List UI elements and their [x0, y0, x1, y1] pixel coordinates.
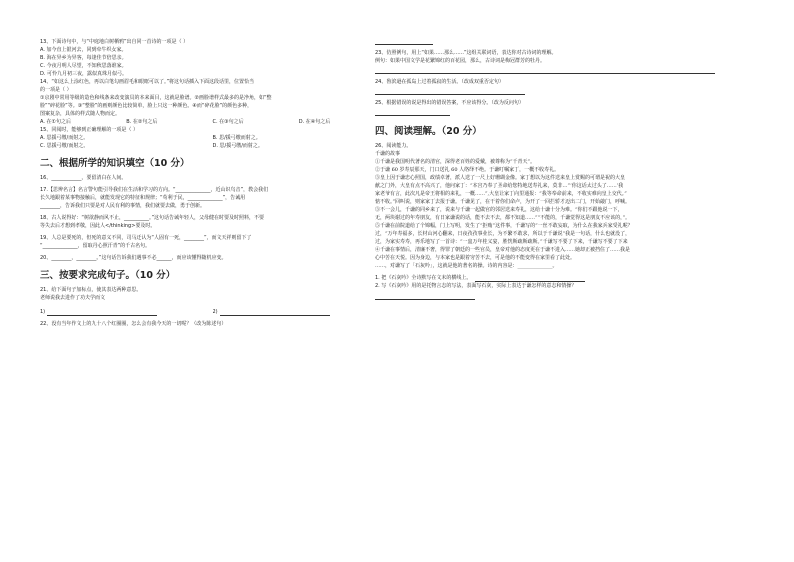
- reading-q1-answer-line[interactable]: [475, 275, 585, 282]
- q14-stem-line: 图案复杂，具体的样式随人物而定。: [40, 111, 121, 117]
- q24: 24、鲁滨逊在孤岛上过着孤寂的生活。（改成双重否定句）: [375, 79, 504, 85]
- q1-row: [375, 274, 765, 282]
- q14-stem-line: 脸”“碎花脸”等。③“整脸”的画则颜色比较简单，脸上只这一种颜色。④而“碎花脸”的颜色多种，: [40, 103, 253, 109]
- q18-line: 等失去后才想到孝敬，因此人</thinking>要及时。: [40, 223, 156, 229]
- passage-title: 千谦的故事: [375, 151, 401, 157]
- q23-line: 23、仿照例句，用上“如果……那么……”这组关联词语，表达你对古诗词的理解。: [375, 50, 557, 56]
- q21-mark-2: 2): [212, 309, 218, 315]
- q21-answer-line-2[interactable]: [220, 309, 330, 316]
- q26: 26、阅读能力。: [375, 143, 412, 149]
- q23-line: 例句：如果中国文学是花繁锦红的百花园，那么，古诗词是梅冠群芳的牡丹。: [375, 58, 546, 64]
- q25-answer-line[interactable]: [375, 109, 450, 116]
- reading-q1: 1. 把《石灰吟》全诗默写在文末的横线上。: [375, 275, 472, 281]
- q17-line: 长久地跟着某事物接触后，就能发现它的特征和规律；“苟利于民，______________”，告诫用: [40, 195, 246, 201]
- q16: 16、____________，要留清白在人间。: [40, 175, 127, 181]
- passage-line: 过，为家实寿寿，再乐地写了一首诗：“一盅万年桂义宴，胜恍斯疏斯疏斯。”千谦写不要了下来，千谦写不要了下来: [375, 239, 628, 245]
- q13-stem: 13、下面诗句中，与“中庭地白树栖鸦”出自同一首诗的一项是（ ）: [40, 39, 189, 45]
- q13-option-c: C. 今夜月明人尽望，不知秋思落谁家。: [40, 63, 127, 69]
- q21-sentence: 老师说我去进作了功夫学而文: [40, 295, 106, 301]
- q21-answer-line-1[interactable]: [47, 309, 157, 316]
- q24-answer-line[interactable]: [375, 88, 525, 95]
- q19-line: 19、人总是要死的，但死的意义不同，司马迁认为“人固有一死，________”，而文天祥则留下了: [40, 235, 252, 241]
- passage-line: 惦不收。”回叫说，则家家丁去报于谦。千谦见了，在干着你们命卢，为开了一回拦轿才迈出二门，开始敲门，呼喊。: [375, 199, 631, 205]
- q17-line: ________，告诉我们只要是对人民有利的事情，我们就要去做，勇于创新。: [40, 203, 206, 209]
- passage-line: 无，两块谢过的年寿朋友，有日家谦说的话，能不去不去，都不知道……”“不能的，千谦觉得这是朋友不应该的，”。: [375, 215, 631, 221]
- passage-line: ②于谦 60 岁寿辰那天，门口送礼 60 人络绎不绝。于谦叮嘱家丁，一概不收寿礼。: [375, 167, 560, 173]
- q14-option-a: A. 在①句之后: [40, 119, 71, 125]
- q18-line: 18、古人说得好：“树欲静而风不止，__________。”这句话告诫年轻人，父母健在时要及时照料，不要: [40, 215, 265, 221]
- q19-line: “______________，留取丹心照汗青”的千古名句。: [40, 243, 151, 249]
- reading-q2-answer-line[interactable]: [375, 293, 475, 300]
- passage-line: 家老爷有言，此次凡是帝王将相的来礼，一概……”,大皇让家丁向里通报：“我等奉命前来，不收实难向皇上交代。”: [375, 191, 627, 197]
- q15-option-c: C. 思援弓缴/而射之。: [40, 143, 89, 149]
- q15-options-row: [40, 134, 385, 142]
- passage-line: ③不一会儿，千谦的同乡来了，说来与千谦一起做官的邻居送来寿礼，这给十谦十分为难。“你们不跟他说一下，: [375, 207, 623, 213]
- q13-option-d: D. 可怜九月初三夜，露似真珠月似弓。: [40, 71, 128, 77]
- passage-line: ④千谦在事情后，清廉不奢，得罪了朝廷的一些官员，皇帝对他的态度更在于谦不进入……她却正被挡住了……我是: [375, 247, 631, 253]
- q14-options: [40, 118, 385, 126]
- q25: 25、根据错误的说是得出的错误答案，不应该得分。（改为反问句）: [375, 100, 524, 106]
- q20: 20、________，________。”这句话告诉我们遇事不必______，而应该懂得随机应变。: [40, 255, 227, 261]
- passage-line: 过，“万年寿福多，长材山河心翻来，日夜孜孜事业长，为不繁不敢求，所以于千谦说“我是一句话，什么也就没了，: [375, 231, 631, 237]
- q15-stem: 15、同阅时，能够到正确理解的一项是（ ）: [40, 127, 138, 133]
- section-3-heading: 三、按要求完成句子。（10 分）: [40, 270, 176, 281]
- q21: 21、给下面句子加标点，使其表达两种意思。: [40, 287, 142, 293]
- passage-line: ③皇上因于谦忠心照国，政绩卓著，派人送了一尺上好珊瑚金像。家丁想以为这件送来皇上赏赐的可谓是祝的大皇: [375, 175, 626, 181]
- passage-line: ①千谦是我国明代著名的清官，深得老百姓的爱戴，被尊称为“千青天”。: [375, 159, 536, 165]
- section-2-heading: 二、根据所学的知识填空（10 分）: [40, 158, 190, 169]
- q14-option-c: C. 在③句之后: [212, 119, 244, 125]
- q17-line: 17.【思辨名言】名言警句能引导我们在生活和学习的方向。“______________，近山识鸟音”，教会我们: [40, 187, 269, 193]
- q22-answer-line[interactable]: [375, 38, 433, 45]
- right-column: [375, 38, 765, 300]
- q21-mark-1: 1): [40, 309, 46, 315]
- passage-line: ……，对谦写了「石灰吟」，这就是他的著名的操。诗的内容是：______________。: [375, 263, 558, 269]
- q23-answer-line[interactable]: [375, 67, 715, 74]
- passage-line: 心中苦在天悦。因为身边，与本家也是跟着穷苦不去，可是他的不能变得在家里看了此处。: [375, 255, 576, 261]
- section-4-heading: 四、阅读理解。（20 分）: [375, 126, 482, 137]
- q15-option-d: D. 思/援弓缴/而射之。: [212, 143, 263, 149]
- q21-answer-lines: [40, 308, 385, 316]
- q15-options-row: [40, 142, 385, 150]
- left-column: [40, 38, 385, 328]
- q15-option-a: A. 思援弓缴/而射之。: [40, 135, 89, 141]
- passage-line: 献之门外，大皇有点不高兴了，他问家丁：“本宫乃奉了圣命给您特地送寿礼来，莫非…”‘你这话太过头了……’我: [375, 183, 624, 189]
- q13-option-a: A. 加今直上银河去，同到牵牛织女家。: [40, 47, 127, 53]
- q14-option-b: B. 在②句之后: [126, 119, 158, 125]
- passage-line: ⑤千谦在前院道给了个锦幅，门上写明，发生了“拒贿”这件事，千谦写的“一丝不敢妄取，为什么在我家兵家受礼呢？: [375, 223, 633, 229]
- q22: 22、没有当年作文上的九十八个红圈圈，怎么会有我今天的一切呢？（改为陈述句）: [40, 321, 227, 327]
- q14-option-d: D. 在④句之后: [298, 119, 331, 125]
- q14-stem-line: 的一项是（ ）: [40, 87, 72, 93]
- q14-stem-line: 14、“如这么上涂红色，再以白笔勾画眉毛和眼眶可以了。”将这句话插入下面这段话里，位置恰当: [40, 79, 255, 85]
- q13-option-b: B. 海在异乡为异客，每逢佳节倍思亲。: [40, 55, 127, 61]
- q14-stem-line: ①京剧中常用等级的造色和线条来改变演员的本来面目，这就是脸谱。②画脸谱样式最多的是净角，如“整: [40, 95, 272, 101]
- q15-option-b: B. 思/援弓缴而射之。: [212, 135, 261, 141]
- reading-q2: 2. 写《石灰吟》用的是托物言志的写法，表面写石灰，实际上表达于谦怎样的意志和情操？: [375, 283, 577, 289]
